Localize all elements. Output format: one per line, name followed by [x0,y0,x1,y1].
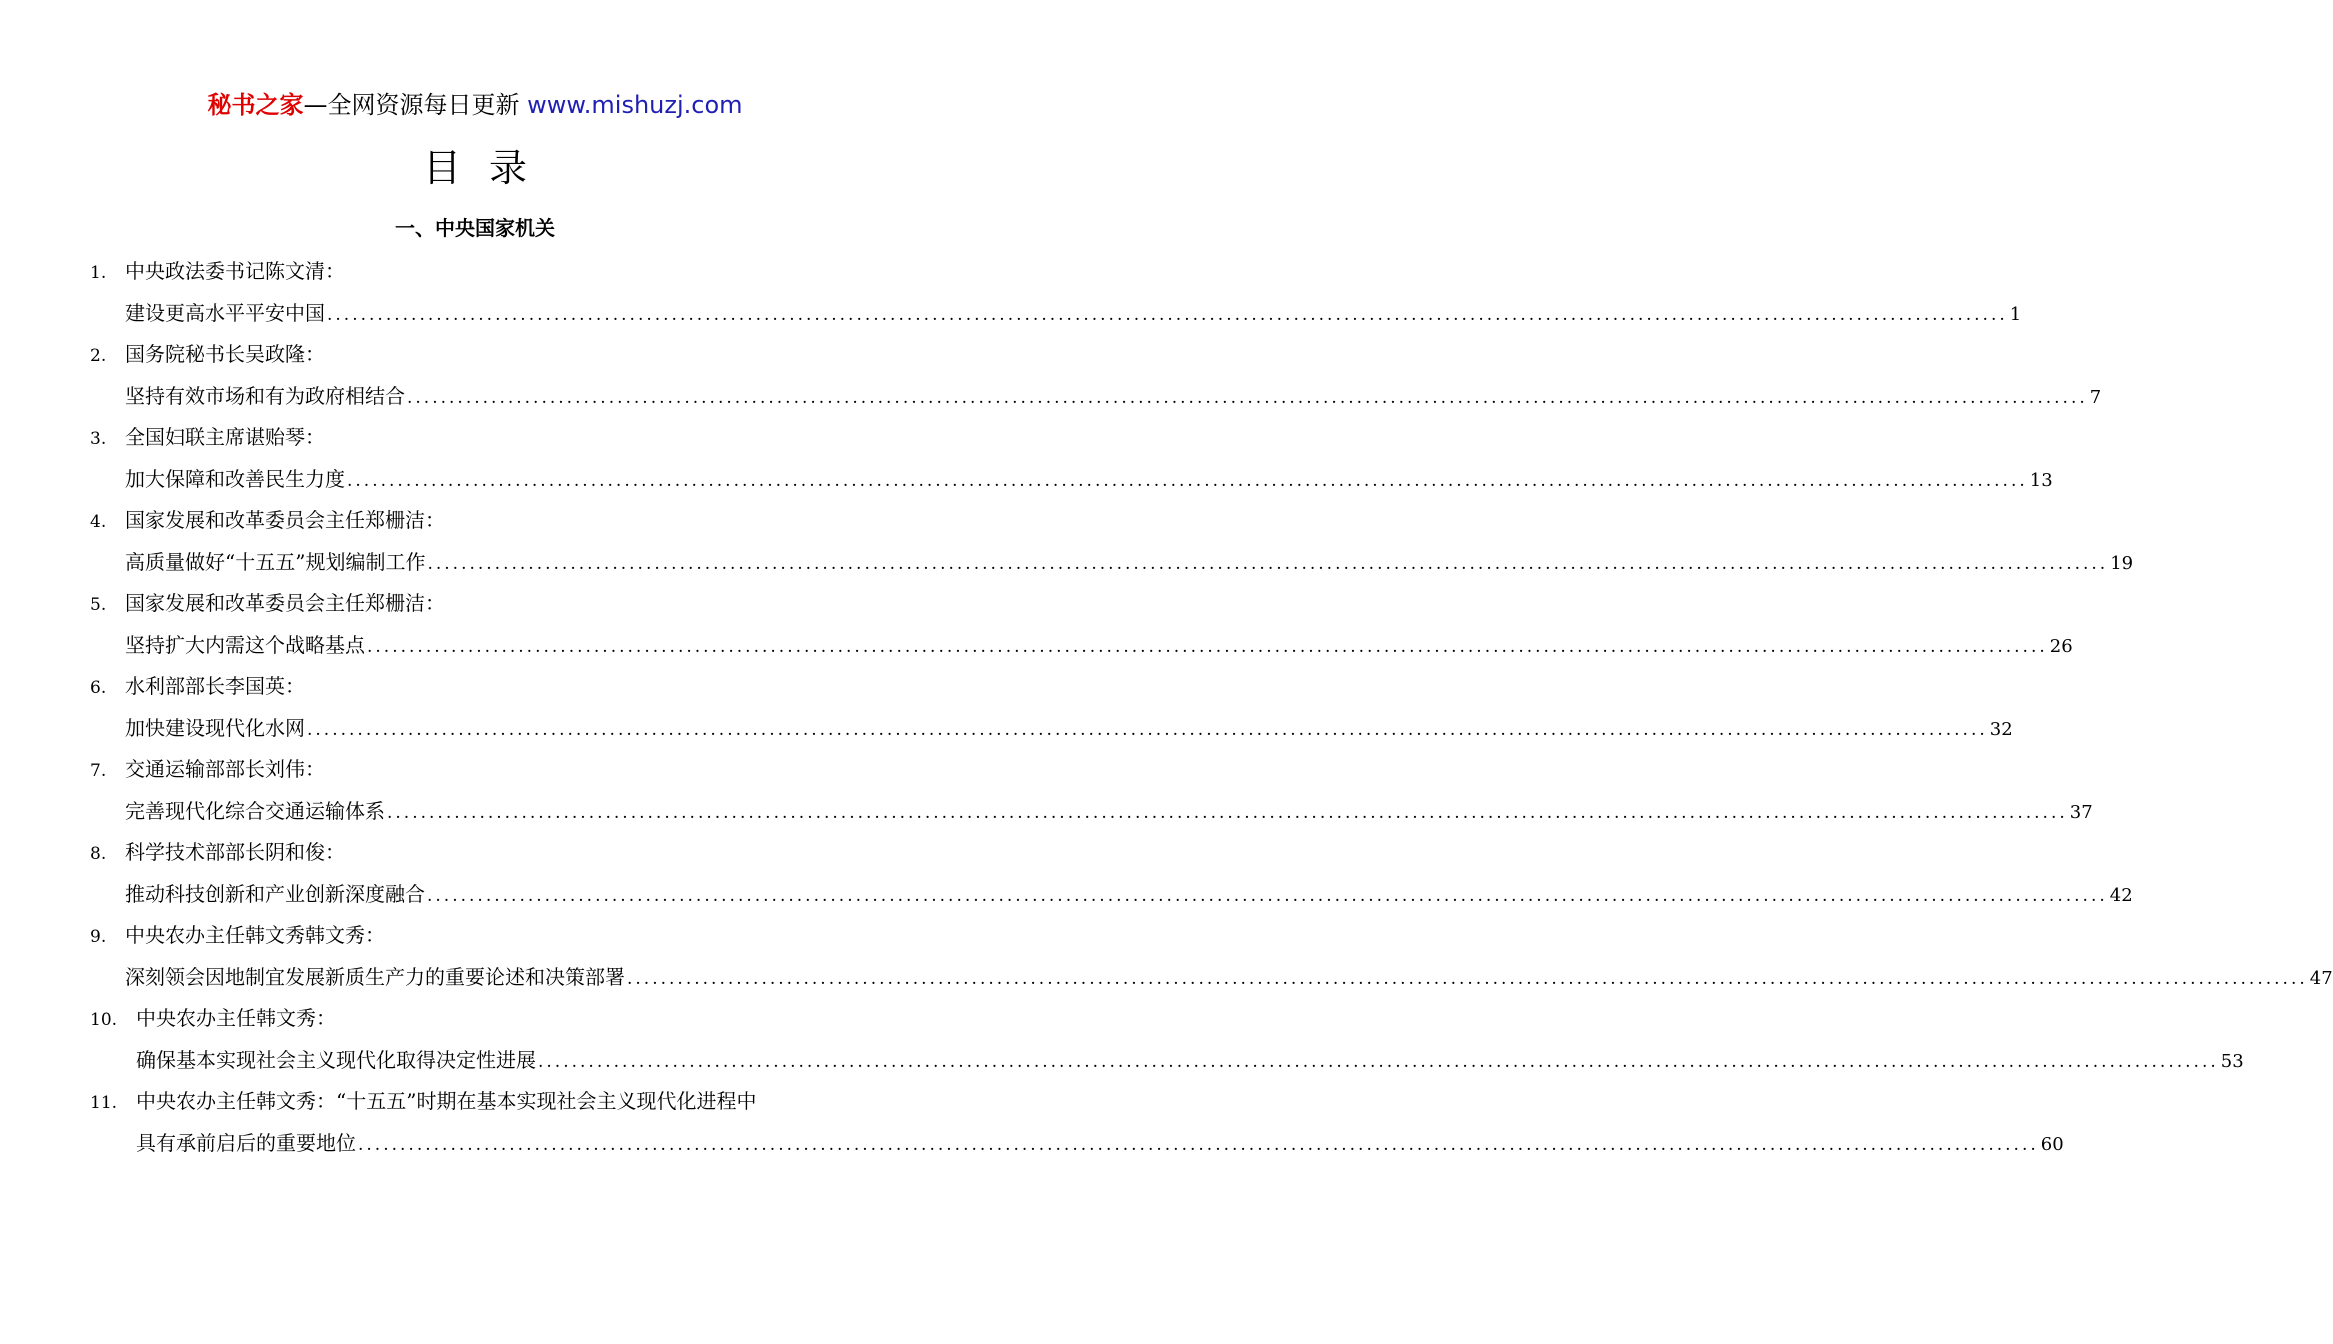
entry-author: 全国妇联主席谌贻琴： [125,425,325,449]
entry-page: 53 [2220,1050,2244,1072]
dot-leader: ........................................................................................................................................................................................................ [358,1134,2039,1155]
entry-title: 确保基本实现社会主义现代化取得决定性进展 [136,1047,536,1072]
toc-entry-2[interactable] [90,334,2102,417]
entry-number: 11. [90,1093,118,1113]
toc-entry-4[interactable] [90,500,2134,583]
entry-author: 中央农办主任韩文秀： [136,1006,336,1030]
entry-number: 6. [90,678,107,698]
dot-leader: ........................................................................................................................................................................................................ [427,885,2108,906]
entry-author: 国家发展和改革委员会主任郑栅洁： [125,508,445,532]
entry-page: 7 [2089,386,2102,408]
entry-number: 2. [90,346,107,366]
entry-author: 中央农办主任韩文秀韩文秀： [125,923,385,947]
entry-author: 中央农办主任韩文秀：“十五五”时期在基本实现社会主义现代化进程中 [136,1089,757,1113]
entry-title: 加大保障和改善民生力度 [125,466,345,491]
dot-leader: ........................................................................................................................................................................................................ [407,387,2088,408]
entry-page: 32 [1989,718,2013,740]
entry-title: 推动科技创新和产业创新深度融合 [125,881,425,906]
entry-number: 1. [90,263,107,283]
entry-page: 1 [2009,303,2022,325]
brand-name: 秘书之家 [207,91,304,119]
toc-entry-9[interactable] [90,915,2333,998]
entry-number: 7. [90,761,107,781]
dot-leader: ........................................................................................................................................................................................................ [427,553,2109,574]
toc-entry-3[interactable] [90,417,2053,500]
dot-leader: ........................................................................................................................................................................................................ [627,968,2308,989]
entry-title: 建设更高水平平安中国 [125,300,325,325]
entry-page: 60 [2040,1133,2064,1155]
toc-entry-11[interactable] [90,1081,2064,1164]
entry-page: 26 [2049,635,2073,657]
entry-author: 国务院秘书长吴政隆： [125,342,325,366]
dot-leader: ........................................................................................................................................................................................................ [327,304,2008,325]
entry-number: 8. [90,844,107,864]
toc-entry-1[interactable] [90,251,2022,334]
entry-author: 水利部部长李国英： [125,674,305,698]
entry-number: 5. [90,595,107,615]
table-of-contents [90,251,2333,1164]
entry-page: 42 [2109,884,2133,906]
dot-leader: ........................................................................................................................................................................................................ [307,719,1988,740]
entry-title: 高质量做好“十五五”规划编制工作 [125,549,426,574]
section-heading: 一、中央国家机关 [395,216,555,240]
toc-entry-10[interactable] [90,998,2244,1081]
entry-title: 深刻领会因地制宜发展新质生产力的重要论述和决策部署 [125,964,625,989]
site-url-link[interactable]: www.mishuzj.com [527,91,743,119]
entry-page: 19 [2110,552,2134,574]
entry-author: 国家发展和改革委员会主任郑栅洁： [125,591,445,615]
entry-page: 13 [2029,469,2053,491]
entry-number: 4. [90,512,107,532]
toc-entry-7[interactable] [90,749,2093,832]
entry-title: 加快建设现代化水网 [125,715,305,740]
entry-title: 坚持有效市场和有为政府相结合 [125,383,405,408]
dot-leader: ........................................................................................................................................................................................................ [387,802,2068,823]
entry-number: 9. [90,927,107,947]
banner-slogan: —全网资源每日更新 [303,91,520,119]
entry-title: 具有承前启后的重要地位 [136,1130,356,1155]
toc-title: 目录 [422,146,555,190]
entry-title: 坚持扩大内需这个战略基点 [125,632,365,657]
site-banner [0,88,950,122]
entry-number: 3. [90,429,107,449]
entry-page: 37 [2069,801,2093,823]
entry-author: 交通运输部部长刘伟： [125,757,325,781]
toc-entry-8[interactable] [90,832,2133,915]
toc-entry-5[interactable] [90,583,2073,666]
toc-entry-6[interactable] [90,666,2013,749]
entry-author: 中央政法委书记陈文清： [125,259,345,283]
dot-leader: ........................................................................................................................................................................................................ [367,636,2048,657]
entry-author: 科学技术部部长阴和俊： [125,840,345,864]
dot-leader: ........................................................................................................................................................................................................ [347,470,2028,491]
entry-number: 10. [90,1010,118,1030]
entry-title: 完善现代化综合交通运输体系 [125,798,385,823]
dot-leader: ........................................................................................................................................................................................................ [538,1051,2219,1072]
entry-page: 47 [2309,967,2333,989]
